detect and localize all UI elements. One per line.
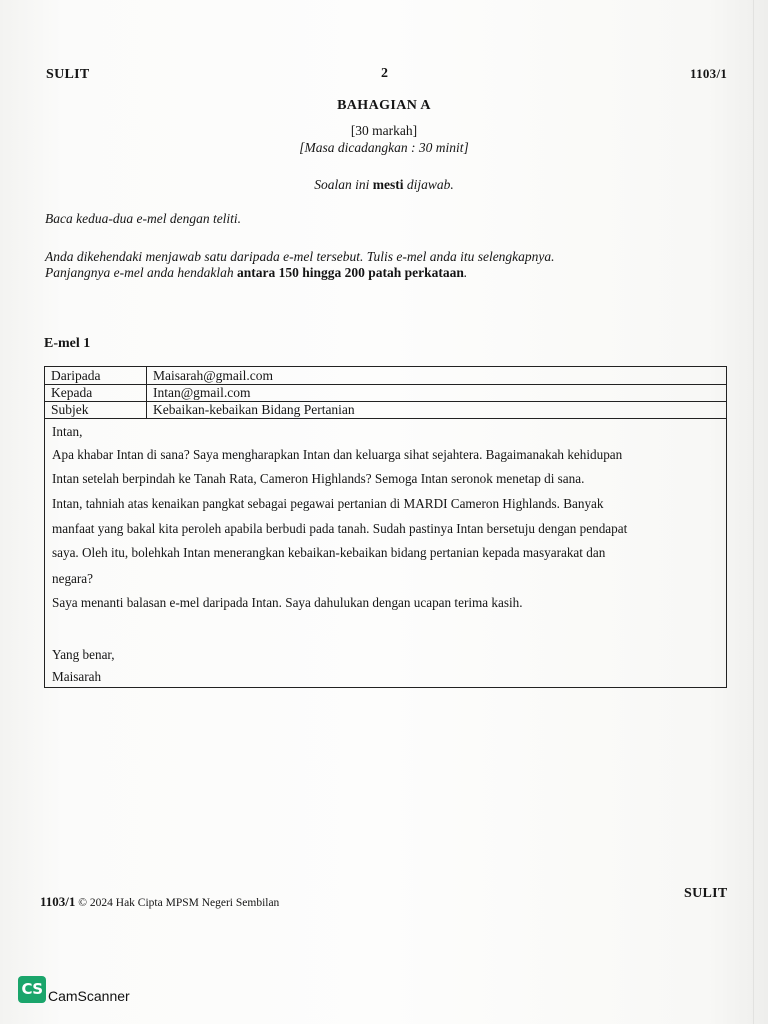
header-sulit: SULIT: [46, 67, 90, 82]
email-body-line: Saya menanti balasan e-mel daripada Intan. Saya dahulukan dengan ucapan terima kasih.: [52, 595, 523, 610]
email-box: [44, 366, 727, 688]
footer-copyright: 1103/1 © 2024 Hak Cipta MPSM Negeri Sembilan: [40, 894, 280, 909]
email-body-line: negara?: [52, 571, 93, 586]
email-body-line: Intan, tahniah atas kenaikan pangkat sebagai pegawai pertanian di MARDI Cameron Highlands. Banyak: [52, 496, 604, 511]
email-subject-row: [45, 401, 726, 419]
email-body-line: manfaat yang bakal kita peroleh apabila berbudi pada tanah. Sudah pastinya Intan bersetuju dengan pendapat: [52, 521, 628, 536]
subject-value: Kebaikan-kebaikan Bidang Pertanian: [153, 402, 355, 417]
marks-note: [30 markah]: [350, 123, 418, 138]
column-divider: [146, 367, 147, 384]
email-greeting: Intan,: [52, 424, 83, 439]
column-divider: [146, 384, 147, 401]
instruction-answer: Anda dikehendaki menjawab satu daripada e-mel tersebut. Tulis e-mel anda itu selengkapnya.: [45, 249, 555, 264]
footer-sulit: SULIT: [684, 886, 728, 901]
section-title: BAHAGIAN A: [337, 98, 431, 113]
paper-code: 1103/1: [690, 66, 728, 81]
email-body-line: Apa khabar Intan di sana? Saya mengharapkan Intan dan keluarga sihat sejahtera. Bagaimanakah kehidupan: [52, 447, 623, 462]
email-body-line: Intan setelah berpindah ke Tanah Rata, Cameron Highlands? Semoga Intan seronok menetap di sana.: [52, 471, 585, 486]
email-from-row: [45, 367, 726, 385]
camscanner-logo-icon: CS: [18, 976, 46, 1003]
from-value: Maisarah@gmail.com: [153, 368, 274, 383]
instruction-length: Panjangnya e-mel anda hendaklah antara 150 hingga 200 patah perkataan.: [45, 265, 468, 280]
time-note: [Masa dicadangkan : 30 minit]: [299, 140, 469, 155]
email-heading: E-mel 1: [44, 336, 91, 351]
page-number: 2: [381, 66, 389, 81]
to-value: Intan@gmail.com: [153, 385, 251, 400]
email-signature: Maisarah: [52, 669, 102, 684]
compulsory-note: Soalan ini mesti dijawab.: [314, 177, 454, 192]
instruction-read: Baca kedua-dua e-mel dengan teliti.: [45, 211, 242, 226]
camscanner-name: CamScanner: [48, 988, 130, 1004]
email-body-line: saya. Oleh itu, bolehkah Intan menerangkan kebaikan-kebaikan bidang pertanian kepada masyarakat dan: [52, 545, 606, 560]
from-label: Daripada: [51, 368, 101, 383]
email-closing: Yang benar,: [52, 647, 115, 662]
subject-label: Subjek: [51, 402, 89, 417]
to-label: Kepada: [51, 385, 93, 400]
email-to-row: [45, 384, 726, 402]
column-divider: [146, 401, 147, 418]
